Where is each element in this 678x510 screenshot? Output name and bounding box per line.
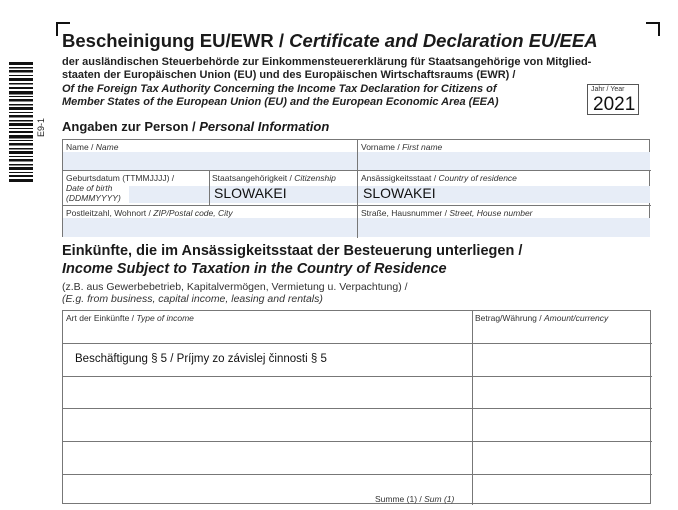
income-amount-cell[interactable] [473,377,651,408]
postal-field[interactable] [63,218,357,237]
col-type-header [66,313,194,323]
postal-label [66,208,233,218]
personal-info-grid [62,139,650,237]
firstname-label [361,142,442,152]
col-type-header-de: Art der Einkünfte / [66,313,137,323]
name-label-en: Name [95,142,119,152]
residence-value: SLOWAKEI [363,185,436,201]
grid-divider [357,140,358,238]
year-label: Jahr / Year [591,86,625,93]
street-label-de: Straße, Hausnummer / [361,208,450,218]
col-amount-header-en: Amount/currency [543,313,609,323]
income-table [62,310,651,504]
sum-label-de: Summe (1) / [375,494,425,504]
citizenship-label-en: Citizenship [294,173,336,183]
name-label-de: Name / [66,142,96,152]
income-example-en-text: (E.g. from business, capital income, leasing and rentals) [62,293,323,305]
table-row[interactable] [63,344,472,376]
year-box[interactable] [587,84,639,115]
personal-heading [62,119,329,134]
title-en: Certificate and Declaration EU/EEA [289,30,598,51]
income-heading-en-text: Income Subject to Taxation in the Country of Residence [62,261,447,277]
firstname-label-de: Vorname / [361,142,403,152]
title-separator: / [273,30,290,51]
income-example-de: (z.B. aus Gewerbebetrieb, Kapitalvermögen, Vermietung u. Verpachtung) / [62,281,408,293]
dob-field[interactable] [129,186,209,203]
street-field[interactable] [358,218,650,237]
personal-heading-en: Personal Information [199,119,330,134]
firstname-label-en: First name [402,142,443,152]
subtitle-en-line2: Member States of the European Union (EU) and the European Economic Area (EEA) [62,96,499,108]
sum-label [375,494,454,504]
page-title [62,30,598,52]
dob-label-line2 [66,183,112,193]
subtitle-de-line1: der ausländischen Steuerbehörde zur Einkommensteuererklärung für Staatsangehörige von Mitglied- [62,56,592,68]
personal-heading-de: Angaben zur Person / [62,119,200,134]
income-heading-en [62,261,447,277]
col-type-header-en: Type of income [136,313,194,323]
street-label [361,208,533,218]
dob-label-line3 [66,193,121,203]
income-amount-cell[interactable] [473,344,651,376]
name-field[interactable] [63,152,357,170]
subtitle-de-line2: staaten der Europäischen Union (EU) und des Europäischen Wirtschaftsraums (EWR) / [62,69,516,81]
corner-mark-top-right [646,22,660,36]
residence-label-en: Country of residence [438,173,517,183]
dob-label-line1: Geburtsdatum (TTMMJJJJ) / [66,173,175,183]
name-label [66,142,118,152]
postal-label-en: ZIP/Postal code, City [153,208,233,218]
income-heading-de: Einkünfte, die im Ansässigkeitsstaat der Besteuerung unterliegen / [62,243,523,259]
col-amount-header-de: Betrag/Währung / [475,313,544,323]
sum-amount-cell[interactable] [473,475,651,504]
street-label-en: Street, House number [449,208,533,218]
form-code: E9-1 [36,117,46,137]
residence-label [361,173,517,183]
table-row[interactable] [63,442,472,474]
residence-label-de: Ansässigkeitsstaat / [361,173,439,183]
table-row[interactable] [63,409,472,441]
dob-label-en: Date of birth [66,183,113,193]
barcode-icon [9,62,33,182]
col-amount-header [475,313,608,323]
income-amount-cell[interactable] [473,442,651,474]
citizenship-value: SLOWAKEI [214,185,287,201]
income-type-cell: Beschäftigung § 5 / Príjmy zo závislej činnosti § 5 [75,353,327,365]
income-amount-cell[interactable] [473,409,651,441]
sum-label-en: Sum (1) [424,494,455,504]
grid-divider [209,170,210,205]
year-value: 2021 [593,94,636,115]
subtitle-en-line1: Of the Foreign Tax Authority Concerning the Income Tax Declaration for Citizens of [62,83,497,95]
title-de: Bescheinigung EU/EWR [62,30,274,51]
firstname-field[interactable] [358,152,650,170]
citizenship-label-de: Staatsangehörigkeit / [212,173,295,183]
table-row[interactable] [63,377,472,408]
postal-label-de: Postleitzahl, Wohnort / [66,208,154,218]
citizenship-label [212,173,336,183]
dob-label-format: (DDMMYYYY) [66,193,121,203]
income-example-en [62,293,323,305]
